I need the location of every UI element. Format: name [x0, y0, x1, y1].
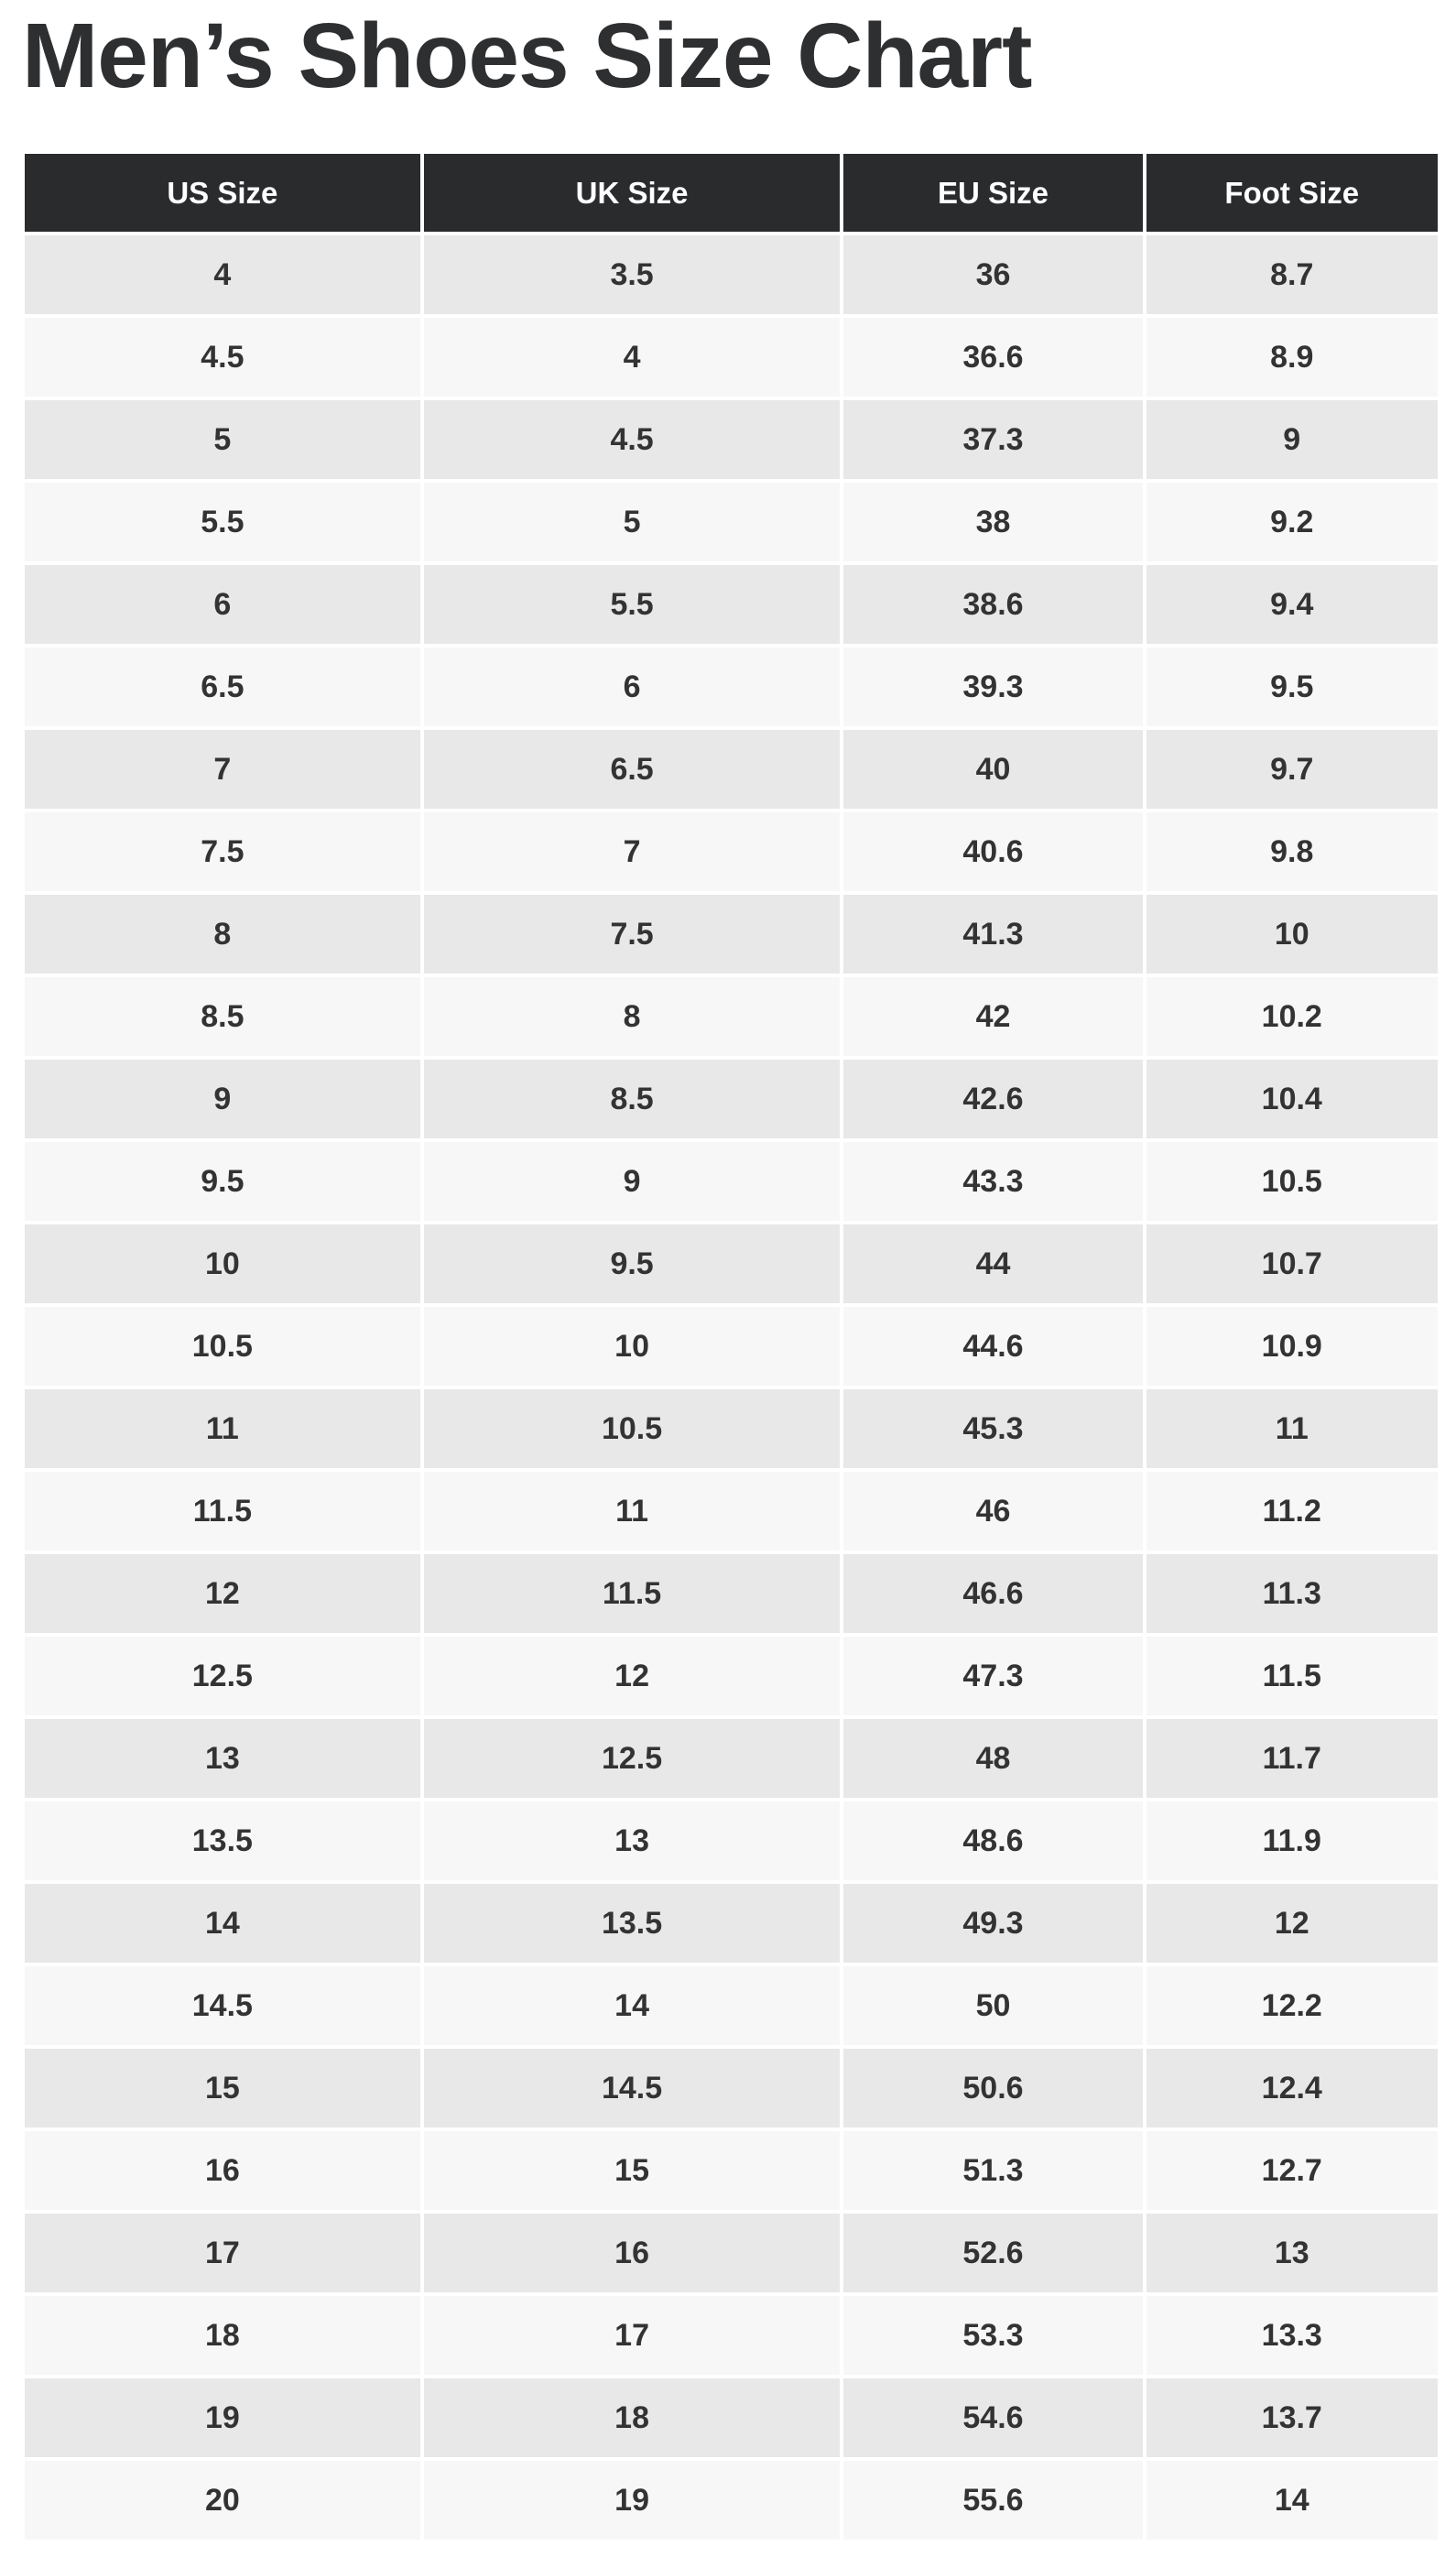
uk-size-cell: 13.5 — [424, 1884, 841, 1963]
table-row — [25, 2378, 1438, 2457]
uk-size-cell: 4 — [424, 318, 841, 397]
eu-size-cell: 53.3 — [843, 2296, 1142, 2375]
uk-size-cell: 8.5 — [424, 1060, 841, 1138]
us-size-cell: 8.5 — [25, 977, 420, 1056]
uk-size-cell: 5 — [424, 483, 841, 561]
foot-size-cell: 12.4 — [1146, 2049, 1438, 2127]
uk-size-cell: 11.5 — [424, 1554, 841, 1633]
uk-size-cell: 13 — [424, 1801, 841, 1880]
us-size-cell: 16 — [25, 2131, 420, 2210]
table-row — [25, 1142, 1438, 1221]
uk-size-cell: 18 — [424, 2378, 841, 2457]
us-size-cell: 18 — [25, 2296, 420, 2375]
us-size-cell: 7 — [25, 730, 420, 809]
us-size-cell: 14.5 — [25, 1966, 420, 2045]
uk-size-cell: 10 — [424, 1307, 841, 1386]
us-size-cell: 11 — [25, 1389, 420, 1468]
eu-size-cell: 40.6 — [843, 812, 1142, 891]
us-size-cell: 7.5 — [25, 812, 420, 891]
foot-size-cell: 9.8 — [1146, 812, 1438, 891]
foot-size-cell: 9.2 — [1146, 483, 1438, 561]
table-row — [25, 1884, 1438, 1963]
size-chart-table — [21, 150, 1441, 2543]
table-row — [25, 235, 1438, 314]
table-body — [25, 235, 1438, 2540]
us-size-cell: 14 — [25, 1884, 420, 1963]
eu-size-cell: 51.3 — [843, 2131, 1142, 2210]
foot-size-cell: 11 — [1146, 1389, 1438, 1468]
eu-size-cell: 46 — [843, 1472, 1142, 1551]
table-row — [25, 977, 1438, 1056]
foot-size-cell: 11.7 — [1146, 1719, 1438, 1798]
page-title: Men’s Shoes Size Chart — [22, 5, 1032, 107]
table-row — [25, 2296, 1438, 2375]
uk-size-cell: 6.5 — [424, 730, 841, 809]
us-size-cell: 13.5 — [25, 1801, 420, 1880]
uk-size-cell: 3.5 — [424, 235, 841, 314]
table-row — [25, 400, 1438, 479]
table-row — [25, 2049, 1438, 2127]
table-row — [25, 565, 1438, 644]
uk-size-cell: 4.5 — [424, 400, 841, 479]
us-size-cell: 11.5 — [25, 1472, 420, 1551]
uk-size-cell: 14.5 — [424, 2049, 841, 2127]
table-row — [25, 1966, 1438, 2045]
foot-size-cell: 9 — [1146, 400, 1438, 479]
uk-size-cell: 19 — [424, 2461, 841, 2540]
foot-size-cell: 9.7 — [1146, 730, 1438, 809]
eu-size-cell: 43.3 — [843, 1142, 1142, 1221]
eu-size-cell: 36.6 — [843, 318, 1142, 397]
uk-size-cell: 12.5 — [424, 1719, 841, 1798]
us-size-cell: 5.5 — [25, 483, 420, 561]
uk-size-cell: 6 — [424, 647, 841, 726]
eu-size-cell: 41.3 — [843, 895, 1142, 974]
table-row — [25, 812, 1438, 891]
uk-size-cell: 7 — [424, 812, 841, 891]
us-size-cell: 5 — [25, 400, 420, 479]
table-row — [25, 1389, 1438, 1468]
foot-size-cell: 10 — [1146, 895, 1438, 974]
us-size-cell: 9 — [25, 1060, 420, 1138]
eu-size-cell: 44.6 — [843, 1307, 1142, 1386]
eu-size-cell: 42.6 — [843, 1060, 1142, 1138]
uk-size-cell: 15 — [424, 2131, 841, 2210]
uk-size-cell: 9.5 — [424, 1224, 841, 1303]
foot-size-cell: 10.7 — [1146, 1224, 1438, 1303]
us-size-cell: 17 — [25, 2214, 420, 2292]
eu-size-cell: 45.3 — [843, 1389, 1142, 1468]
table-row — [25, 1719, 1438, 1798]
header-row — [25, 154, 1438, 232]
eu-size-cell: 50 — [843, 1966, 1142, 2045]
us-size-cell: 8 — [25, 895, 420, 974]
eu-size-cell: 49.3 — [843, 1884, 1142, 1963]
table-row — [25, 2461, 1438, 2540]
foot-size-cell: 13 — [1146, 2214, 1438, 2292]
foot-size-cell: 14 — [1146, 2461, 1438, 2540]
foot-size-cell: 10.5 — [1146, 1142, 1438, 1221]
foot-size-cell: 10.9 — [1146, 1307, 1438, 1386]
foot-size-cell: 11.2 — [1146, 1472, 1438, 1551]
eu-size-cell: 36 — [843, 235, 1142, 314]
eu-size-cell: 38 — [843, 483, 1142, 561]
column-header-foot-size: Foot Size — [1146, 154, 1438, 232]
uk-size-cell: 5.5 — [424, 565, 841, 644]
us-size-cell: 20 — [25, 2461, 420, 2540]
foot-size-cell: 12.7 — [1146, 2131, 1438, 2210]
uk-size-cell: 17 — [424, 2296, 841, 2375]
eu-size-cell: 38.6 — [843, 565, 1142, 644]
eu-size-cell: 46.6 — [843, 1554, 1142, 1633]
table-row — [25, 2214, 1438, 2292]
us-size-cell: 10.5 — [25, 1307, 420, 1386]
eu-size-cell: 52.6 — [843, 2214, 1142, 2292]
table-row — [25, 318, 1438, 397]
eu-size-cell: 39.3 — [843, 647, 1142, 726]
table-row — [25, 1472, 1438, 1551]
foot-size-cell: 12.2 — [1146, 1966, 1438, 2045]
uk-size-cell: 14 — [424, 1966, 841, 2045]
eu-size-cell: 44 — [843, 1224, 1142, 1303]
us-size-cell: 9.5 — [25, 1142, 420, 1221]
eu-size-cell: 42 — [843, 977, 1142, 1056]
eu-size-cell: 37.3 — [843, 400, 1142, 479]
table-row — [25, 483, 1438, 561]
column-header-uk-size: UK Size — [424, 154, 841, 232]
uk-size-cell: 9 — [424, 1142, 841, 1221]
us-size-cell: 10 — [25, 1224, 420, 1303]
foot-size-cell: 9.5 — [1146, 647, 1438, 726]
foot-size-cell: 11.9 — [1146, 1801, 1438, 1880]
table-row — [25, 1224, 1438, 1303]
us-size-cell: 13 — [25, 1719, 420, 1798]
us-size-cell: 6.5 — [25, 647, 420, 726]
uk-size-cell: 7.5 — [424, 895, 841, 974]
table-row — [25, 730, 1438, 809]
us-size-cell: 12.5 — [25, 1637, 420, 1715]
foot-size-cell: 8.9 — [1146, 318, 1438, 397]
us-size-cell: 4 — [25, 235, 420, 314]
eu-size-cell: 40 — [843, 730, 1142, 809]
table-row — [25, 1060, 1438, 1138]
table-row — [25, 1637, 1438, 1715]
uk-size-cell: 16 — [424, 2214, 841, 2292]
uk-size-cell: 8 — [424, 977, 841, 1056]
foot-size-cell: 9.4 — [1146, 565, 1438, 644]
foot-size-cell: 13.3 — [1146, 2296, 1438, 2375]
foot-size-cell: 10.4 — [1146, 1060, 1438, 1138]
foot-size-cell: 13.7 — [1146, 2378, 1438, 2457]
table-row — [25, 2131, 1438, 2210]
table-row — [25, 1554, 1438, 1633]
us-size-cell: 12 — [25, 1554, 420, 1633]
us-size-cell: 4.5 — [25, 318, 420, 397]
eu-size-cell: 47.3 — [843, 1637, 1142, 1715]
eu-size-cell: 48.6 — [843, 1801, 1142, 1880]
foot-size-cell: 12 — [1146, 1884, 1438, 1963]
foot-size-cell: 10.2 — [1146, 977, 1438, 1056]
us-size-cell: 19 — [25, 2378, 420, 2457]
foot-size-cell: 11.5 — [1146, 1637, 1438, 1715]
uk-size-cell: 10.5 — [424, 1389, 841, 1468]
eu-size-cell: 48 — [843, 1719, 1142, 1798]
foot-size-cell: 8.7 — [1146, 235, 1438, 314]
eu-size-cell: 55.6 — [843, 2461, 1142, 2540]
us-size-cell: 6 — [25, 565, 420, 644]
uk-size-cell: 12 — [424, 1637, 841, 1715]
column-header-eu-size: EU Size — [843, 154, 1142, 232]
table-row — [25, 895, 1438, 974]
column-header-us-size: US Size — [25, 154, 420, 232]
eu-size-cell: 54.6 — [843, 2378, 1142, 2457]
table-row — [25, 647, 1438, 726]
table-row — [25, 1307, 1438, 1386]
table-row — [25, 1801, 1438, 1880]
uk-size-cell: 11 — [424, 1472, 841, 1551]
eu-size-cell: 50.6 — [843, 2049, 1142, 2127]
us-size-cell: 15 — [25, 2049, 420, 2127]
foot-size-cell: 11.3 — [1146, 1554, 1438, 1633]
